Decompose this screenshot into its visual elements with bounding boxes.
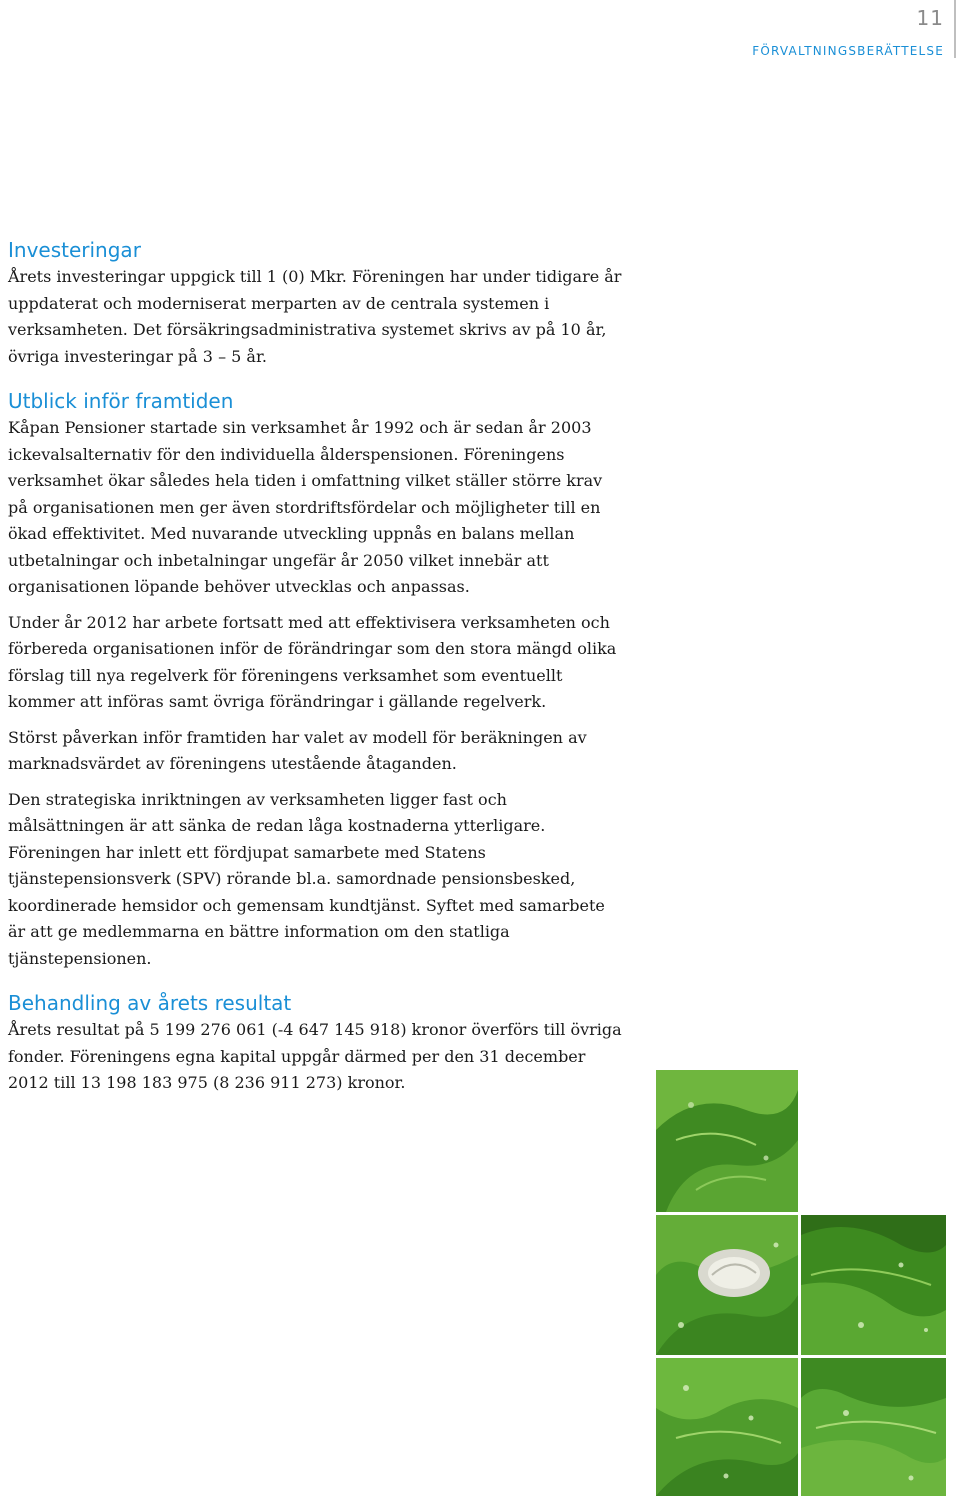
heading-resultat: Behandling av årets resultat — [8, 991, 292, 1015]
paragraph-utblick-2: Under år 2012 har arbete fortsatt med att effektivisera verksamheten och förbereda organisationen inför de förändringar som den stora mängd olika förslag till nya regelverk för föreningens verksamhet som eventuellt kommer att införas samt övriga förändringar i gällande regelverk. — [8, 612, 617, 711]
paragraph-utblick-4: Den strategiska inriktningen av verksamheten ligger fast och målsättningen är att sänka de redan låga kostnaderna ytterligare. Föreningen har inlett ett fördjupat samarbete med Statens tjänstepensionsverk (SPV) rörande bl.a. samordnade pensionsbesked, koordinerade hemsidor och gemensam kundtjänst. Syftet med samarbete är att ge medlemmarna en bättre information om den statliga tjänstepensionen. — [8, 789, 605, 968]
page-rule — [954, 0, 956, 58]
paragraph-utblick-3: Störst påverkan inför framtiden har valet av modell för beräkningen av marknadsvärdet av föreningens utestående åtaganden. — [8, 727, 587, 773]
leaf-photo-tile-5 — [801, 1358, 946, 1496]
leaf-photo-tile-2 — [656, 1215, 798, 1355]
heading-investeringar: Investeringar — [8, 238, 141, 262]
leaf-photo-tile-3 — [801, 1215, 946, 1355]
page-number: 11 — [916, 6, 944, 30]
leaf-photo-tile-4 — [656, 1358, 798, 1496]
paragraph-resultat: Årets resultat på 5 199 276 061 (-4 647 145 918) kronor överförs till övriga fonder. Föreningens egna kapital uppgår därmed per den 31 december 2012 till 13 198 183 975 (8 236 911 273) kronor. — [8, 1020, 622, 1092]
section-label: FÖRVALTNINGSBERÄTTELSE — [752, 44, 944, 58]
main-content — [8, 236, 624, 1097]
paragraph-investeringar: Årets investeringar uppgick till 1 (0) Mkr. Föreningen har under tidigare år uppdaterat och moderniserat merparten av de centrala systemen i verksamheten. Det försäkringsadministrativa systemet skrivs av på 10 år, övriga investeringar på 3 – 5 år. — [8, 267, 622, 366]
heading-utblick: Utblick inför framtiden — [8, 389, 234, 413]
paragraph-utblick-1: Kåpan Pensioner startade sin verksamhet år 1992 och är sedan år 2003 ickevalsalternativ för den individuella ålderspensionen. Föreningens verksamhet ökar således hela tiden i omfattning vilket ställer större krav på organisationen men ger även stordriftsfördelar och möjligheter till en ökad effektivitet. Med nuvarande utveckling uppnås en balans mellan utbetalningar och inbetalningar ungefär år 2050 vilket innebär att organisationen löpande behöver utvecklas och anpassas. — [8, 418, 603, 596]
leaf-photo-mosaic — [656, 1070, 946, 1496]
leaf-photo-tile-1 — [656, 1070, 798, 1212]
